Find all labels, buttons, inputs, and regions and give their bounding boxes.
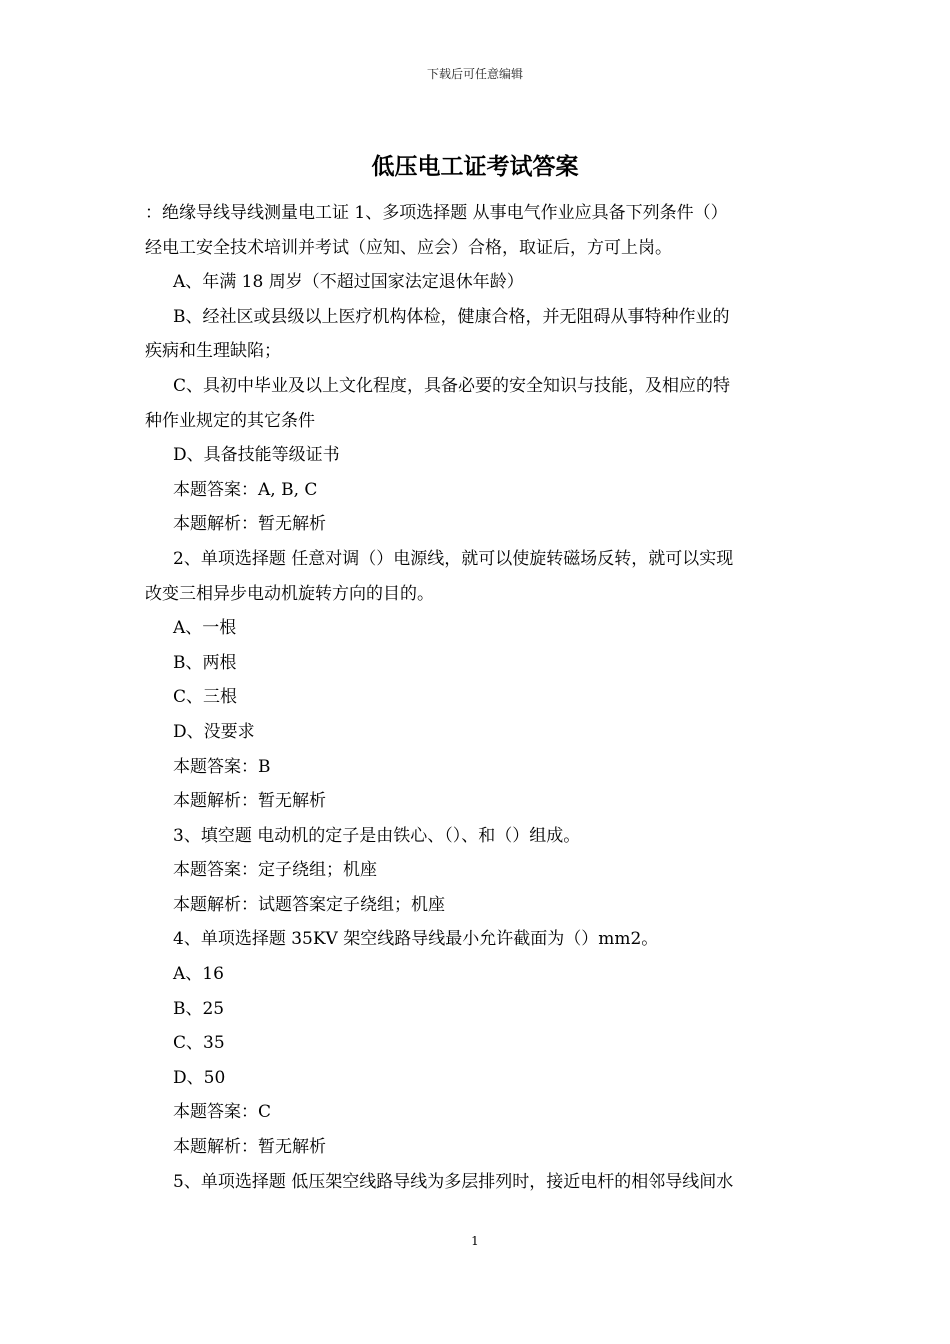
- body-line: A、一根: [173, 618, 237, 639]
- body-line: 本题解析：暂无解析: [173, 514, 326, 535]
- body-line: 5、单项选择题 低压架空线路导线为多层排列时，接近电杆的相邻导线间水: [173, 1171, 734, 1192]
- body-line: 种作业规定的其它条件: [145, 410, 315, 431]
- body-line: 本题解析：暂无解析: [173, 791, 326, 812]
- body-line: 本题答案：定子绕组；机座: [173, 860, 377, 881]
- body-line: 本题解析：试题答案定子绕组；机座: [173, 894, 445, 915]
- body-line: B、25: [173, 998, 225, 1019]
- body-line: A、年满 18 周岁（不超过国家法定退休年龄）: [173, 272, 524, 293]
- body-line: 2、单项选择题 任意对调（）电源线，就可以使旋转磁场反转，就可以实现: [173, 548, 734, 569]
- body-line: B、两根: [173, 652, 237, 673]
- body-line: 本题解析：暂无解析: [173, 1137, 326, 1158]
- body-line: C、具初中毕业及以上文化程度，具备必要的安全知识与技能，及相应的特: [173, 375, 731, 396]
- body-line: 本题答案：C: [173, 1102, 272, 1123]
- body-line: A、16: [173, 964, 224, 985]
- body-line: 改变三相异步电动机旋转方向的目的。: [145, 583, 434, 604]
- body-line: C、35: [173, 1033, 225, 1054]
- body-line: D、没要求: [173, 721, 255, 742]
- document-body: [145, 196, 810, 1199]
- header-note: 下载后可任意编辑: [426, 67, 523, 81]
- body-line: C、三根: [173, 687, 238, 708]
- body-line: 本题答案：A, B, C: [173, 479, 318, 500]
- body-line: B、经社区或县级以上医疗机构体检，健康合格，并无阻碍从事特种作业的: [173, 306, 730, 327]
- page-number: 1: [471, 1234, 479, 1248]
- body-line: 经电工安全技术培训并考试（应知、应会）合格，取证后，方可上岗。: [145, 237, 672, 258]
- body-line: D、具备技能等级证书: [173, 445, 340, 466]
- body-line: D、50: [173, 1067, 226, 1088]
- body-line: ：绝缘导线导线测量电工证 1、多项选择题 从事电气作业应具备下列条件（）: [145, 203, 728, 223]
- body-line: 4、单项选择题 35KV 架空线路导线最小允许截面为（）mm2。: [173, 929, 659, 950]
- body-line: 疾病和生理缺陷；: [145, 341, 281, 362]
- body-line: 本题答案：B: [173, 756, 271, 777]
- body-line: 3、填空题 电动机的定子是由铁心、（）、和（）组成。: [173, 825, 581, 846]
- document-title: 低压电工证考试答案: [371, 153, 579, 180]
